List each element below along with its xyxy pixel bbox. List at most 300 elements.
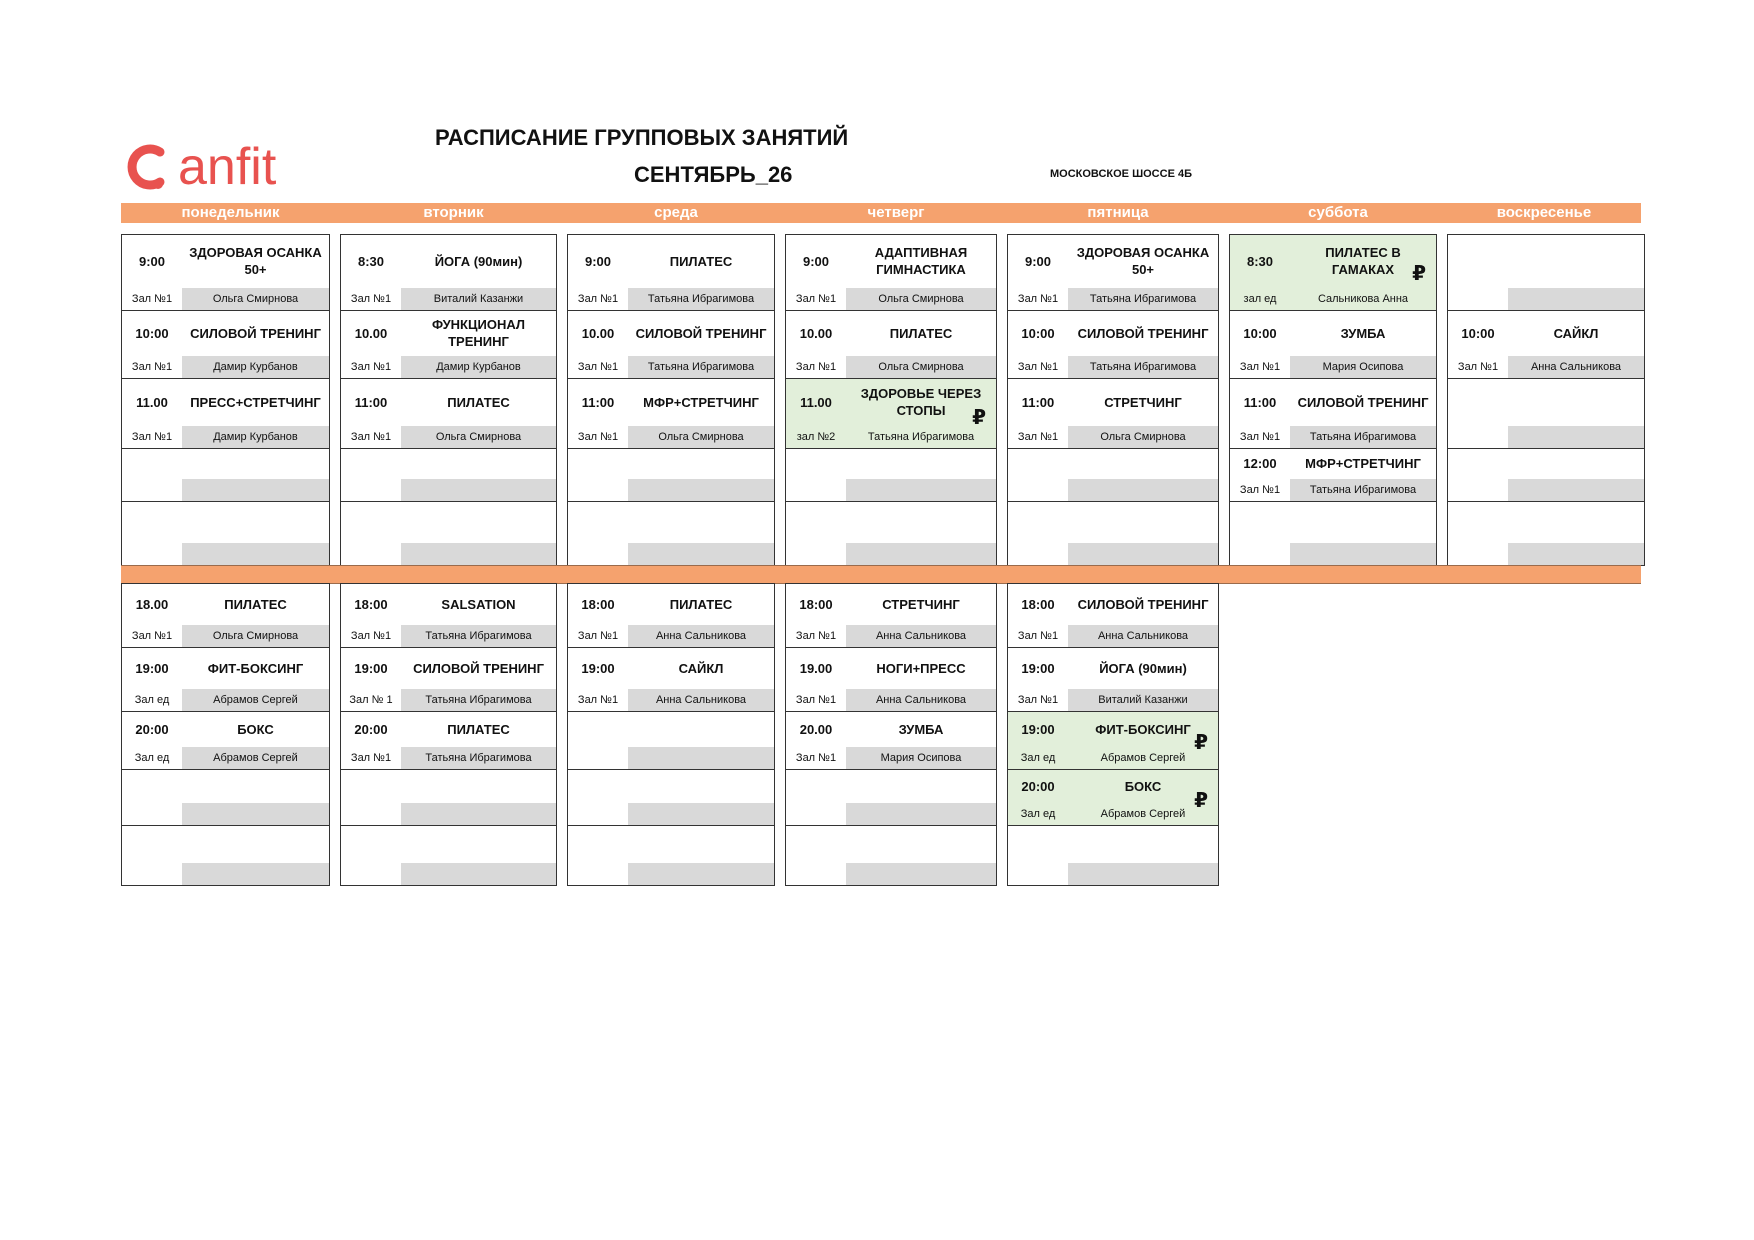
- class-name: [628, 770, 774, 804]
- class-slot: [567, 310, 775, 380]
- day-header: вторник: [423, 204, 484, 221]
- day-header: суббота: [1308, 204, 1368, 221]
- class-hall: Зал ед: [134, 752, 170, 764]
- class-hall: Зал №1: [577, 694, 619, 706]
- class-name: [1290, 502, 1436, 544]
- class-hall: Зал №1: [795, 293, 837, 305]
- class-time: 11:00: [581, 394, 615, 410]
- class-name: ЙОГА (90мин): [434, 253, 523, 269]
- evening-schedule: [121, 584, 1219, 886]
- class-name: [401, 826, 556, 864]
- trainer-name: Анна Сальникова: [846, 689, 996, 711]
- class-time: 20.00: [799, 721, 833, 737]
- day-header: воскресенье: [1496, 204, 1592, 221]
- class-time: 10:00: [1021, 325, 1055, 341]
- class-time: [341, 770, 401, 804]
- class-name: [1068, 826, 1218, 864]
- class-time: [122, 826, 182, 864]
- class-name: СИЛОВОЙ ТРЕНИНГ: [1077, 596, 1209, 612]
- class-hall: [341, 803, 401, 825]
- class-hall: [1448, 543, 1508, 565]
- empty-slot: [121, 448, 330, 503]
- trainer-name: [401, 803, 556, 825]
- class-name: ЗУМБА: [1340, 325, 1386, 341]
- class-hall: Зал №1: [795, 361, 837, 373]
- class-name: ПИЛАТЕС: [669, 596, 733, 612]
- class-hall: [1448, 426, 1508, 448]
- class-slot: [121, 647, 330, 713]
- empty-slot: [340, 769, 557, 827]
- class-name: ЗУМБА: [898, 721, 944, 737]
- trainer-name: [846, 479, 996, 501]
- class-name: ЗДОРОВАЯ ОСАНКА 50+: [189, 245, 322, 278]
- class-hall: Зал № 1: [349, 694, 393, 706]
- ruble-icon: ₽: [1194, 731, 1208, 754]
- class-slot: [1229, 234, 1437, 312]
- class-name: САЙКЛ: [1553, 325, 1599, 341]
- class-name: ПИЛАТЕС В ГАМАКАХ: [1325, 245, 1401, 278]
- class-time: 9:00: [1024, 253, 1052, 269]
- class-hall: Зал №1: [577, 361, 619, 373]
- trainer-name: Дамир Курбанов: [182, 426, 329, 448]
- class-name: [628, 712, 774, 748]
- evening-separator: [121, 565, 1641, 584]
- class-hall: Зал №1: [350, 361, 392, 373]
- class-hall: [1448, 479, 1508, 501]
- trainer-name: Татьяна Ибрагимова: [401, 747, 556, 769]
- class-time: [1008, 826, 1068, 864]
- trainer-name: Анна Сальникова: [1508, 356, 1644, 378]
- class-name: СИЛОВОЙ ТРЕНИНГ: [1297, 394, 1429, 410]
- class-hall: Зал №1: [1017, 361, 1059, 373]
- class-hall: Зал №1: [1017, 431, 1059, 443]
- class-hall: Зал №1: [1239, 484, 1281, 496]
- class-time: 10:00: [135, 325, 169, 341]
- class-time: [1008, 502, 1068, 544]
- class-slot: [1229, 378, 1437, 450]
- class-time: 11.00: [800, 394, 832, 410]
- class-time: [786, 826, 846, 864]
- class-time: 19:00: [354, 660, 388, 676]
- trainer-name: [1508, 543, 1644, 565]
- class-name: [628, 449, 774, 480]
- class-time: 8:30: [1246, 253, 1274, 269]
- trainer-name: [628, 803, 774, 825]
- class-slot: [567, 234, 775, 312]
- ruble-icon: ₽: [1194, 789, 1208, 812]
- class-hall: Зал ед: [1020, 808, 1056, 820]
- class-hall: [1008, 479, 1068, 501]
- class-time: 18.00: [135, 596, 169, 612]
- class-name: [182, 826, 329, 864]
- class-time: 12:00: [1243, 456, 1277, 472]
- class-name: ПИЛАТЕС: [224, 596, 287, 612]
- trainer-name: Абрамов Сергей: [182, 689, 329, 711]
- trainer-name: [182, 479, 329, 501]
- empty-slot: [1447, 448, 1645, 503]
- class-slot: [1229, 448, 1437, 503]
- trainer-name: Абрамов Сергей: [1100, 752, 1186, 764]
- empty-slot: [1447, 501, 1645, 567]
- class-time: 10.00: [581, 325, 615, 341]
- class-name: ЗДОРОВЬЕ ЧЕРЕЗ СТОПЫ: [860, 386, 982, 419]
- trainer-name: Татьяна Ибрагимова: [401, 625, 556, 647]
- class-hall: [122, 479, 182, 501]
- class-hall: Зал №1: [1017, 630, 1059, 642]
- class-name: НОГИ+ПРЕСС: [876, 660, 966, 676]
- class-time: 19:00: [135, 660, 169, 676]
- class-slot: [785, 310, 997, 380]
- class-name: [846, 826, 996, 864]
- class-hall: [786, 863, 846, 885]
- class-name: SALSATION: [441, 596, 516, 612]
- day-header: среда: [654, 204, 698, 221]
- class-time: [568, 712, 628, 748]
- trainer-name: Виталий Казанжи: [1068, 689, 1218, 711]
- class-hall: Зал №1: [1239, 361, 1281, 373]
- empty-slot: [121, 769, 330, 827]
- morning-schedule: [121, 235, 1645, 566]
- class-name: [182, 770, 329, 804]
- class-time: 9:00: [802, 253, 830, 269]
- class-time: [568, 449, 628, 480]
- trainer-name: Дамир Курбанов: [182, 356, 329, 378]
- empty-slot: [1447, 234, 1645, 312]
- class-hall: зал ед: [1243, 293, 1277, 305]
- class-hall: [1008, 863, 1068, 885]
- class-time: [1448, 449, 1508, 480]
- empty-slot: [567, 825, 775, 887]
- class-time: [786, 770, 846, 804]
- class-hall: Зал №1: [795, 752, 837, 764]
- class-slot: [1007, 234, 1219, 312]
- class-time: [341, 449, 401, 480]
- class-time: 9:00: [138, 253, 166, 269]
- class-hall: Зал №1: [577, 630, 619, 642]
- trainer-name: Татьяна Ибрагимова: [1068, 356, 1218, 378]
- class-slot: [1007, 647, 1219, 713]
- trainer-name: [628, 747, 774, 769]
- class-name: СТРЕТЧИНГ: [1104, 394, 1182, 410]
- empty-slot: [567, 448, 775, 503]
- trainer-name: [628, 543, 774, 565]
- class-time: [341, 502, 401, 544]
- trainer-name: [182, 543, 329, 565]
- class-name: СИЛОВОЙ ТРЕНИНГ: [635, 325, 767, 341]
- empty-slot: [340, 501, 557, 567]
- class-slot: [785, 378, 997, 450]
- class-name: [401, 770, 556, 804]
- trainer-name: Татьяна Ибрагимова: [1290, 426, 1436, 448]
- class-slot: [340, 647, 557, 713]
- anfit-logo-mark: [120, 138, 330, 196]
- class-name: БОКС: [1124, 778, 1162, 794]
- trainer-name: Ольга Смирнова: [182, 625, 329, 647]
- class-name: [628, 502, 774, 544]
- class-time: [568, 826, 628, 864]
- class-time: [786, 449, 846, 480]
- class-slot: [785, 583, 997, 649]
- class-slot: [340, 378, 557, 450]
- ruble-icon: ₽: [1412, 262, 1426, 285]
- empty-slot: [1007, 501, 1219, 567]
- class-name: [1508, 379, 1644, 427]
- trainer-name: Анна Сальникова: [628, 625, 774, 647]
- trainer-name: Виталий Казанжи: [401, 288, 556, 310]
- class-time: 10.00: [354, 325, 388, 341]
- class-name: [1508, 235, 1644, 289]
- class-slot: [121, 234, 330, 312]
- class-name: СИЛОВОЙ ТРЕНИНГ: [190, 325, 321, 341]
- class-slot: [1007, 310, 1219, 380]
- class-time: 19:00: [1021, 660, 1055, 676]
- trainer-name: Татьяна Ибрагимова: [628, 356, 774, 378]
- class-slot: [1007, 711, 1219, 771]
- class-slot: [340, 711, 557, 771]
- logo-text: anfit: [178, 138, 277, 196]
- class-time: 9:00: [584, 253, 612, 269]
- class-hall: Зал №1: [350, 752, 392, 764]
- empty-slot: [785, 448, 997, 503]
- empty-slot: [121, 825, 330, 887]
- trainer-name: [182, 803, 329, 825]
- class-hall: Зал №1: [131, 361, 173, 373]
- class-hall: [122, 543, 182, 565]
- empty-slot: [567, 501, 775, 567]
- class-hall: Зал №1: [577, 431, 619, 443]
- class-name: САЙКЛ: [678, 660, 724, 676]
- class-slot: [1447, 310, 1645, 380]
- class-name: [846, 449, 996, 480]
- class-hall: [568, 479, 628, 501]
- class-slot: [1229, 310, 1437, 380]
- empty-slot: [340, 825, 557, 887]
- page-subtitle: СЕНТЯБРЬ_26: [634, 162, 793, 187]
- class-slot: [567, 378, 775, 450]
- trainer-name: [401, 863, 556, 885]
- trainer-name: Ольга Смирнова: [182, 288, 329, 310]
- class-hall: [1448, 288, 1508, 310]
- trainer-name: [1068, 863, 1218, 885]
- class-hall: [568, 543, 628, 565]
- class-hall: [786, 543, 846, 565]
- class-name: БОКС: [237, 721, 274, 737]
- trainer-name: [1508, 288, 1644, 310]
- class-hall: [341, 863, 401, 885]
- trainer-name: [846, 543, 996, 565]
- trainer-name: Ольга Смирнова: [628, 426, 774, 448]
- class-time: 11:00: [354, 394, 388, 410]
- class-hall: Зал №1: [350, 293, 392, 305]
- class-name: СИЛОВОЙ ТРЕНИНГ: [1077, 325, 1209, 341]
- trainer-name: Татьяна Ибрагимова: [1068, 288, 1218, 310]
- class-slot: [1007, 769, 1219, 827]
- trainer-name: [1508, 426, 1644, 448]
- class-slot: [340, 310, 557, 380]
- class-name: ПИЛАТЕС: [889, 325, 953, 341]
- class-name: [182, 502, 329, 544]
- class-slot: [1007, 583, 1219, 649]
- trainer-name: Татьяна Ибрагимова: [1290, 479, 1436, 501]
- class-name: МФР+СТРЕТЧИНГ: [1305, 456, 1421, 472]
- class-name: ФУНКЦИОНАЛ ТРЕНИНГ: [431, 317, 526, 350]
- class-hall: Зал №1: [1457, 361, 1499, 373]
- class-hall: [568, 803, 628, 825]
- trainer-name: Анна Сальникова: [846, 625, 996, 647]
- trainer-name: [1508, 479, 1644, 501]
- trainer-name: Ольга Смирнова: [1068, 426, 1218, 448]
- class-slot: [121, 711, 330, 771]
- class-name: ФИТ-БОКСИНГ: [207, 660, 304, 676]
- class-name: [846, 770, 996, 804]
- class-time: 19:00: [1021, 721, 1055, 737]
- class-hall: [1230, 543, 1290, 565]
- class-name: ПИЛАТЕС: [447, 394, 510, 410]
- class-slot: [1007, 378, 1219, 450]
- empty-slot: [340, 448, 557, 503]
- empty-slot: [785, 769, 997, 827]
- class-time: [122, 770, 182, 804]
- class-time: [786, 502, 846, 544]
- trainer-name: Ольга Смирнова: [401, 426, 556, 448]
- class-time: [122, 449, 182, 480]
- class-slot: [785, 711, 997, 771]
- class-time: [1448, 235, 1508, 289]
- class-hall: [568, 747, 628, 769]
- class-name: [846, 502, 996, 544]
- empty-slot: [1447, 378, 1645, 450]
- class-hall: Зал №1: [795, 630, 837, 642]
- empty-slot: [121, 501, 330, 567]
- empty-slot: [785, 825, 997, 887]
- trainer-name: Татьяна Ибрагимова: [867, 431, 975, 443]
- class-time: [1448, 502, 1508, 544]
- page-title: РАСПИСАНИЕ ГРУППОВЫХ ЗАНЯТИЙ: [435, 125, 849, 150]
- trainer-name: Абрамов Сергей: [1100, 808, 1186, 820]
- class-name: [1068, 502, 1218, 544]
- class-name: СТРЕТЧИНГ: [882, 596, 960, 612]
- trainer-name: Ольга Смирнова: [846, 356, 996, 378]
- class-slot: [121, 583, 330, 649]
- class-slot: [785, 234, 997, 312]
- address: МОСКОВСКОЕ ШОССЕ 4Б: [1050, 168, 1192, 180]
- class-slot: [567, 583, 775, 649]
- empty-slot: [1007, 825, 1219, 887]
- class-hall: Зал №1: [350, 630, 392, 642]
- class-name: ПИЛАТЕС: [447, 721, 510, 737]
- class-hall: [786, 479, 846, 501]
- class-name: АДАПТИВНАЯ ГИМНАСТИКА: [874, 245, 968, 278]
- trainer-name: Мария Осипова: [1290, 356, 1436, 378]
- class-time: [568, 502, 628, 544]
- empty-slot: [1229, 501, 1437, 567]
- class-hall: [568, 863, 628, 885]
- class-name: СИЛОВОЙ ТРЕНИНГ: [413, 660, 544, 676]
- class-hall: Зал №1: [131, 293, 173, 305]
- trainer-name: Татьяна Ибрагимова: [401, 689, 556, 711]
- class-time: [1008, 449, 1068, 480]
- class-time: 20:00: [1021, 778, 1055, 794]
- class-name: ЗДОРОВАЯ ОСАНКА 50+: [1076, 245, 1210, 278]
- trainer-name: Анна Сальникова: [628, 689, 774, 711]
- trainer-name: [846, 803, 996, 825]
- class-hall: Зал №1: [350, 431, 392, 443]
- class-time: 11:00: [1021, 394, 1055, 410]
- class-hall: [341, 479, 401, 501]
- class-hall: [786, 803, 846, 825]
- anfit-logo: [120, 138, 330, 196]
- day-header: пятница: [1087, 204, 1149, 221]
- class-time: 10:00: [1243, 325, 1277, 341]
- class-slot: [567, 647, 775, 713]
- trainer-name: [182, 863, 329, 885]
- class-time: 20:00: [135, 721, 169, 737]
- class-slot: [121, 378, 330, 450]
- class-hall: [122, 803, 182, 825]
- class-name: ЙОГА (90мин): [1099, 660, 1187, 676]
- class-name: [401, 502, 556, 544]
- trainer-name: Сальникова Анна: [1317, 293, 1409, 305]
- class-hall: Зал №1: [1017, 293, 1059, 305]
- class-name: [628, 826, 774, 864]
- class-time: [568, 770, 628, 804]
- trainer-name: Татьяна Ибрагимова: [628, 288, 774, 310]
- class-hall: Зал №1: [577, 293, 619, 305]
- class-time: 11:00: [1243, 394, 1277, 410]
- class-slot: [121, 310, 330, 380]
- class-time: 18:00: [1021, 596, 1055, 612]
- ruble-icon: ₽: [972, 406, 986, 429]
- class-name: [1508, 449, 1644, 480]
- class-slot: [340, 583, 557, 649]
- trainer-name: Дамир Курбанов: [401, 356, 556, 378]
- trainer-name: Ольга Смирнова: [846, 288, 996, 310]
- empty-slot: [1007, 448, 1219, 503]
- class-time: 18:00: [799, 596, 833, 612]
- class-hall: Зал №1: [1239, 431, 1281, 443]
- class-hall: Зал №1: [131, 431, 173, 443]
- class-name: МФР+СТРЕТЧИНГ: [643, 394, 759, 410]
- class-time: 18:00: [581, 596, 615, 612]
- class-time: [1230, 502, 1290, 544]
- class-hall: зал №2: [796, 431, 836, 443]
- trainer-name: [628, 863, 774, 885]
- class-time: 19:00: [581, 660, 615, 676]
- day-header-band: [121, 203, 1641, 223]
- empty-slot: [567, 711, 775, 771]
- class-time: [122, 502, 182, 544]
- trainer-name: Мария Осипова: [846, 747, 996, 769]
- class-time: [1448, 379, 1508, 427]
- class-hall: Зал №1: [795, 694, 837, 706]
- class-hall: [1008, 543, 1068, 565]
- trainer-name: [401, 479, 556, 501]
- class-hall: Зал ед: [134, 694, 170, 706]
- class-time: [341, 826, 401, 864]
- trainer-name: Анна Сальникова: [1068, 625, 1218, 647]
- class-name: [182, 449, 329, 480]
- trainer-name: [1068, 543, 1218, 565]
- class-name: ФИТ-БОКСИНГ: [1095, 721, 1191, 737]
- class-time: 11.00: [136, 394, 168, 410]
- class-name: [1508, 502, 1644, 544]
- class-slot: [785, 647, 997, 713]
- class-hall: Зал №1: [131, 630, 173, 642]
- trainer-name: [846, 863, 996, 885]
- empty-slot: [785, 501, 997, 567]
- day-header: четверг: [867, 204, 925, 221]
- class-name: ПИЛАТЕС: [669, 253, 733, 269]
